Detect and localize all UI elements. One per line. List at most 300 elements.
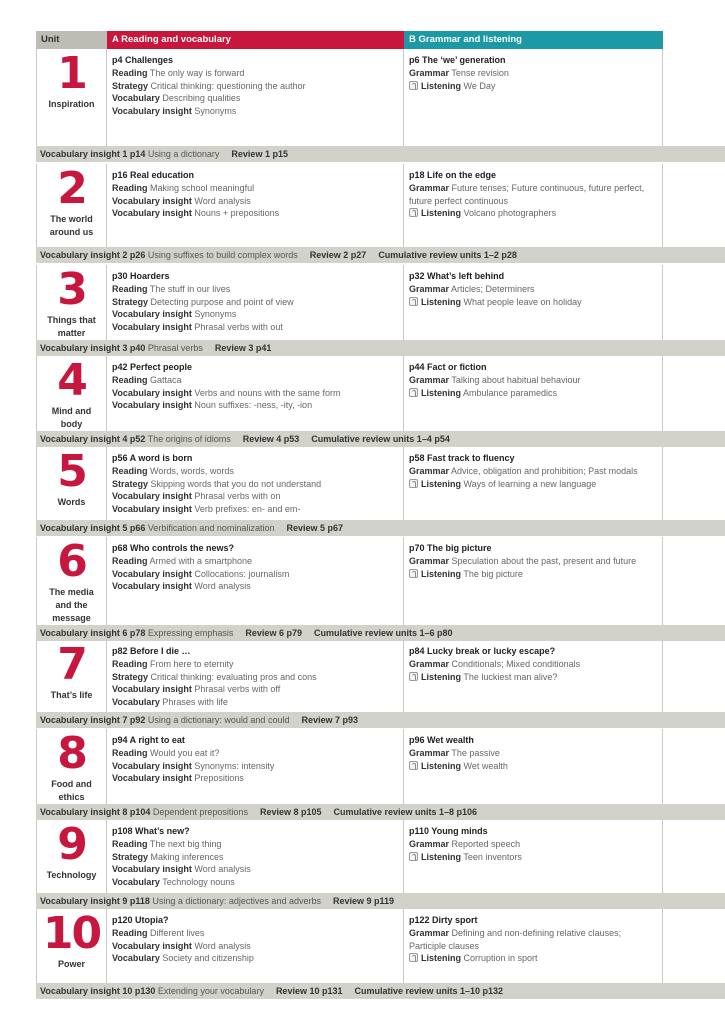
- line-value: Conditionals; Mixed conditionals: [449, 658, 581, 669]
- line-label: Vocabulary insight: [112, 940, 192, 951]
- listening-label: Listening: [421, 387, 461, 398]
- line-label: Reading: [112, 182, 148, 193]
- listening-label: Listening: [421, 568, 461, 579]
- lesson-line: [112, 182, 403, 195]
- reading-vocabulary-cell: [107, 820, 404, 893]
- lesson-line: [409, 182, 658, 208]
- band-label: Cumulative review units 1–10 p132: [354, 986, 504, 996]
- lesson-line: [112, 747, 403, 760]
- lesson-line: [112, 503, 403, 516]
- unit-number: 4: [57, 355, 86, 406]
- line-label: Grammar: [409, 838, 450, 849]
- lesson-line: [112, 580, 403, 593]
- review-band: [36, 146, 725, 162]
- lesson-line: [112, 940, 403, 953]
- line-label: Strategy: [112, 296, 149, 307]
- listening-label: Listening: [421, 80, 461, 91]
- review-band: [36, 893, 725, 909]
- line-value: Critical thinking: questioning the author: [148, 80, 306, 91]
- listening-value: The big picture: [461, 568, 523, 579]
- lesson-title: p44 Fact or fiction: [409, 362, 487, 372]
- grammar-listening-cell: [404, 265, 663, 340]
- lesson-line: [112, 851, 403, 864]
- band-label: Cumulative review units 1–2 p28: [378, 250, 517, 260]
- listening-line: [409, 952, 658, 965]
- audio-icon: [409, 953, 418, 962]
- lesson-line: [112, 207, 403, 220]
- unit-cell: [36, 729, 107, 804]
- grammar-listening-cell: [404, 356, 663, 431]
- line-label: Grammar: [409, 465, 450, 476]
- band-label: Vocabulary insight 3 p40: [40, 343, 146, 353]
- unit-title: Mind and: [51, 406, 92, 416]
- unit-number: 7: [57, 639, 86, 690]
- lesson-line: [112, 465, 403, 478]
- line-label: Grammar: [409, 283, 450, 294]
- grammar-listening-cell: [404, 49, 663, 146]
- lesson-title: p110 Young minds: [409, 826, 488, 836]
- line-value: The next big thing: [147, 838, 222, 849]
- band-topic: Dependent prepositions: [150, 807, 248, 817]
- line-value: From here to eternity: [147, 658, 234, 669]
- lesson-line: [112, 490, 403, 503]
- audio-icon: [409, 81, 418, 90]
- lesson-line: [112, 283, 403, 296]
- line-value: Making inferences: [148, 851, 224, 862]
- band-label: Review 6 p79: [245, 628, 302, 638]
- header-unit: Unit: [36, 31, 107, 49]
- line-value: Gattaca: [147, 374, 182, 385]
- review-band: [36, 625, 725, 641]
- unit-number: 10: [42, 908, 101, 959]
- lesson-title: p58 Fast track to fluency: [409, 453, 515, 463]
- unit-row: [36, 729, 663, 804]
- line-label: Vocabulary insight: [112, 773, 192, 784]
- line-label: Vocabulary insight: [112, 864, 192, 875]
- unit-title: matter: [57, 328, 86, 338]
- review-band: [36, 431, 725, 447]
- line-label: Reading: [112, 374, 148, 385]
- listening-line: [409, 568, 658, 581]
- grammar-listening-cell: [404, 909, 663, 983]
- line-label: Vocabulary insight: [112, 195, 192, 206]
- unit-row: [36, 49, 663, 146]
- unit-title: and the: [55, 600, 88, 610]
- unit-number: 9: [57, 819, 86, 870]
- line-value: Word analysis: [191, 581, 251, 592]
- unit-cell: [36, 537, 107, 625]
- lesson-line: [112, 671, 403, 684]
- band-topic: Phrasal verbs: [145, 343, 203, 353]
- band-topic: Extending your vocabulary: [155, 986, 264, 996]
- line-label: Grammar: [409, 555, 450, 566]
- lesson-line: [112, 296, 403, 309]
- unit-title: message: [52, 613, 91, 623]
- reading-vocabulary-cell: [107, 164, 404, 247]
- reading-vocabulary-cell: [107, 537, 404, 625]
- lesson-title: p70 The big picture: [409, 543, 492, 553]
- header-grammar-listening: B Grammar and listening: [404, 31, 663, 49]
- unit-cell: [36, 820, 107, 893]
- line-label: Grammar: [409, 67, 450, 78]
- line-label: Grammar: [409, 658, 450, 669]
- line-label: Vocabulary: [112, 877, 160, 888]
- lesson-line: [112, 658, 403, 671]
- lesson-line: [112, 399, 403, 412]
- line-label: Reading: [112, 927, 148, 938]
- line-value: Phrasal verbs with on: [191, 491, 281, 502]
- unit-number: 8: [57, 728, 86, 779]
- lesson-line: [112, 952, 403, 965]
- lesson-line: [112, 760, 403, 773]
- grammar-listening-cell: [404, 447, 663, 520]
- audio-icon: [409, 672, 418, 681]
- audio-icon: [409, 569, 418, 578]
- lesson-line: [409, 747, 658, 760]
- line-value: Word analysis: [191, 195, 251, 206]
- band-label: Review 8 p105: [259, 807, 322, 817]
- unit-title: That’s life: [50, 690, 93, 700]
- band-label: Cumulative review units 1–8 p106: [333, 807, 478, 817]
- line-value: Noun suffixes: -ness, -ity, -ion: [191, 400, 313, 411]
- band-label: Vocabulary insight 5 p66: [40, 523, 146, 533]
- band-label: Vocabulary insight 4 p52: [40, 434, 146, 444]
- line-value: Articles; Determiners: [449, 283, 535, 294]
- reading-vocabulary-cell: [107, 447, 404, 520]
- lesson-title: p16 Real education: [112, 170, 195, 180]
- unit-cell: [36, 356, 107, 431]
- grammar-listening-cell: [404, 640, 663, 712]
- review-band: [36, 804, 725, 820]
- lesson-title: p18 Life on the edge: [409, 170, 497, 180]
- line-label: Reading: [112, 747, 148, 758]
- line-label: Vocabulary insight: [112, 106, 192, 117]
- line-value: Society and citizenship: [159, 953, 254, 964]
- line-label: Vocabulary insight: [112, 322, 192, 333]
- band-topic: Using a dictionary: would and could: [145, 715, 290, 725]
- reading-vocabulary-cell: [107, 49, 404, 146]
- line-value: Words, words, words: [147, 465, 234, 476]
- line-value: Nouns + prepositions: [191, 208, 280, 219]
- band-label: Vocabulary insight 10 p130: [40, 986, 156, 996]
- unit-number: 5: [57, 446, 86, 497]
- listening-value: Wet wealth: [461, 760, 508, 771]
- line-value: Would you eat it?: [147, 747, 220, 758]
- line-label: Strategy: [112, 851, 149, 862]
- unit-row: [36, 640, 663, 712]
- lesson-line: [112, 927, 403, 940]
- band-topic: The origins of idioms: [145, 434, 231, 444]
- line-label: Grammar: [409, 747, 450, 758]
- reading-vocabulary-cell: [107, 265, 404, 340]
- line-label: Vocabulary insight: [112, 568, 192, 579]
- band-label: Vocabulary insight 9 p118: [40, 896, 150, 906]
- line-value: Collocations: journalism: [191, 568, 290, 579]
- lesson-line: [409, 927, 658, 953]
- line-label: Reading: [112, 465, 148, 476]
- lesson-line: [112, 838, 403, 851]
- review-band: [36, 247, 725, 263]
- band-label: Vocabulary insight 2 p26: [40, 250, 146, 260]
- line-label: Strategy: [112, 478, 149, 489]
- lesson-title: p96 Wet wealth: [409, 735, 474, 745]
- unit-title: Words: [57, 497, 86, 507]
- lesson-line: [112, 308, 403, 321]
- lesson-line: [112, 92, 403, 105]
- listening-label: Listening: [421, 671, 461, 682]
- line-value: Synonyms: [191, 106, 237, 117]
- unit-title: Inspiration: [48, 99, 95, 109]
- lesson-title: p82 Before I die …: [112, 646, 191, 656]
- unit-cell: [36, 265, 107, 340]
- unit-row: [36, 537, 663, 625]
- band-label: Review 10 p131: [275, 986, 343, 996]
- lesson-line: [112, 863, 403, 876]
- line-value: Word analysis: [191, 864, 251, 875]
- lesson-line: [112, 696, 403, 709]
- reading-vocabulary-cell: [107, 640, 404, 712]
- line-value: Future tenses; Future continuous, future perfect, future perfect continuous: [409, 182, 645, 206]
- audio-icon: [409, 208, 418, 217]
- unit-cell: [36, 164, 107, 247]
- audio-icon: [409, 761, 418, 770]
- band-topic: Using a dictionary: [145, 149, 220, 159]
- unit-row: [36, 820, 663, 893]
- line-value: Different lives: [147, 927, 205, 938]
- band-topic: Using a dictionary: adjectives and adverbs: [149, 896, 321, 906]
- unit-cell: [36, 640, 107, 712]
- unit-number: 3: [57, 264, 86, 315]
- lesson-line: [409, 658, 658, 671]
- line-value: Detecting purpose and point of view: [148, 296, 294, 307]
- lesson-title: p84 Lucky break or lucky escape?: [409, 646, 556, 656]
- lesson-title: p94 A right to eat: [112, 735, 185, 745]
- audio-icon: [409, 388, 418, 397]
- line-label: Grammar: [409, 182, 450, 193]
- grammar-listening-cell: [404, 729, 663, 804]
- review-band: [36, 983, 725, 999]
- listening-label: Listening: [421, 953, 461, 964]
- line-label: Vocabulary insight: [112, 504, 192, 515]
- line-label: Vocabulary: [112, 93, 160, 104]
- band-topic: Verbification and nominalization: [145, 523, 275, 533]
- band-label: Vocabulary insight 8 p104: [40, 807, 151, 817]
- lesson-title: p108 What’s new?: [112, 826, 190, 836]
- listening-label: Listening: [421, 851, 461, 862]
- lesson-line: [112, 876, 403, 889]
- line-value: The only way is forward: [147, 67, 245, 78]
- unit-title: around us: [49, 227, 94, 237]
- line-label: Reading: [112, 658, 148, 669]
- line-value: Phrases with life: [159, 697, 228, 708]
- lesson-line: [409, 374, 658, 387]
- reading-vocabulary-cell: [107, 729, 404, 804]
- band-label: Review 2 p27: [309, 250, 367, 260]
- line-label: Vocabulary insight: [112, 400, 192, 411]
- unit-number: 6: [57, 536, 86, 587]
- listening-label: Listening: [421, 208, 461, 219]
- line-label: Strategy: [112, 671, 149, 682]
- unit-row: [36, 909, 663, 983]
- band-topic: Expressing emphasis: [145, 628, 234, 638]
- lesson-line: [112, 478, 403, 491]
- unit-title: ethics: [58, 792, 85, 802]
- lesson-line: [409, 67, 658, 80]
- lesson-title: p122 Dirty sport: [409, 915, 478, 925]
- line-value: Critical thinking: evaluating pros and cons: [148, 671, 317, 682]
- lesson-line: [409, 283, 658, 296]
- unit-row: [36, 265, 663, 340]
- unit-number: 1: [57, 48, 86, 99]
- line-value: Phrasal verbs with out: [191, 322, 283, 333]
- listening-value: Corruption in sport: [461, 953, 538, 964]
- reading-vocabulary-cell: [107, 909, 404, 983]
- band-label: Review 9 p119: [332, 896, 395, 906]
- unit-row: [36, 356, 663, 431]
- unit-row: [36, 164, 663, 247]
- line-label: Vocabulary insight: [112, 387, 192, 398]
- listening-line: [409, 671, 658, 684]
- listening-value: Volcano photographers: [461, 208, 557, 219]
- band-label: Review 1 p15: [231, 149, 288, 159]
- unit-cell: [36, 909, 107, 983]
- band-label: Review 4 p53: [242, 434, 300, 444]
- line-value: Advice, obligation and prohibition; Past modals: [449, 465, 638, 476]
- lesson-line: [112, 568, 403, 581]
- lesson-line: [112, 374, 403, 387]
- listening-value: What people leave on holiday: [461, 296, 582, 307]
- unit-title: Power: [57, 959, 85, 969]
- grammar-listening-cell: [404, 537, 663, 625]
- lesson-line: [112, 195, 403, 208]
- header-reading-vocabulary: A Reading and vocabulary: [107, 31, 404, 49]
- line-label: Strategy: [112, 80, 149, 91]
- listening-value: The luckiest man alive?: [461, 671, 558, 682]
- unit-title: Food and: [51, 779, 92, 789]
- line-label: Reading: [112, 838, 148, 849]
- lesson-line: [112, 555, 403, 568]
- line-label: Vocabulary insight: [112, 760, 192, 771]
- lesson-title: p56 A word is born: [112, 453, 193, 463]
- review-band: [36, 340, 725, 356]
- unit-title: The world: [50, 214, 93, 224]
- line-label: Vocabulary: [112, 953, 160, 964]
- line-value: Describing qualities: [159, 93, 241, 104]
- band-label: Vocabulary insight 1 p14: [40, 149, 146, 159]
- listening-value: Ways of learning a new language: [461, 478, 597, 489]
- band-label: Review 3 p41: [214, 343, 272, 353]
- grammar-listening-cell: [404, 820, 663, 893]
- unit-cell: [36, 447, 107, 520]
- listening-label: Listening: [421, 478, 461, 489]
- line-label: Vocabulary insight: [112, 309, 192, 320]
- line-value: Speculation about the past, present and future: [449, 555, 637, 566]
- reading-vocabulary-cell: [107, 356, 404, 431]
- unit-title: body: [60, 419, 83, 429]
- audio-icon: [409, 479, 418, 488]
- lesson-title: p120 Utopia?: [112, 915, 169, 925]
- lesson-title: p6 The ‘we’ generation: [409, 55, 506, 65]
- lesson-line: [112, 387, 403, 400]
- line-value: Talking about habitual behaviour: [449, 374, 581, 385]
- line-value: Prepositions: [191, 773, 244, 784]
- line-label: Reading: [112, 67, 148, 78]
- line-label: Vocabulary: [112, 697, 160, 708]
- lesson-line: [112, 67, 403, 80]
- audio-icon: [409, 852, 418, 861]
- lesson-line: [409, 838, 658, 851]
- unit-title: Things that: [47, 315, 96, 325]
- listening-value: We Day: [461, 80, 496, 91]
- band-label: Review 5 p67: [286, 523, 343, 533]
- line-label: Grammar: [409, 927, 450, 938]
- listening-line: [409, 296, 658, 309]
- unit-title: The media: [49, 587, 94, 597]
- line-label: Grammar: [409, 374, 450, 385]
- listening-line: [409, 387, 658, 400]
- line-value: Making school meaningful: [147, 182, 255, 193]
- lesson-title: p32 What’s left behind: [409, 271, 505, 281]
- band-label: Review 7 p93: [301, 715, 358, 725]
- listening-value: Ambulance paramedics: [461, 387, 558, 398]
- lesson-line: [409, 465, 658, 478]
- line-label: Vocabulary insight: [112, 208, 192, 219]
- unit-cell: [36, 49, 107, 146]
- line-value: The stuff in our lives: [147, 283, 231, 294]
- listening-line: [409, 851, 658, 864]
- line-value: Word analysis: [191, 940, 251, 951]
- line-value: Tense revision: [449, 67, 509, 78]
- listening-label: Listening: [421, 296, 461, 307]
- audio-icon: [409, 297, 418, 306]
- band-label: Cumulative review units 1–4 p54: [311, 434, 450, 444]
- band-label: Vocabulary insight 7 p92: [40, 715, 146, 725]
- line-label: Vocabulary insight: [112, 684, 192, 695]
- line-value: Synonyms: [191, 309, 237, 320]
- unit-number: 2: [57, 163, 86, 214]
- band-label: Cumulative review units 1–6 p80: [313, 628, 453, 638]
- line-value: Technology nouns: [159, 877, 235, 888]
- lesson-line: [112, 321, 403, 334]
- line-value: Synonyms: intensity: [191, 760, 275, 771]
- review-band: [36, 712, 725, 728]
- line-value: Verb prefixes: en- and em-: [191, 504, 301, 515]
- lesson-line: [112, 105, 403, 118]
- listening-line: [409, 207, 658, 220]
- lesson-title: p42 Perfect people: [112, 362, 193, 372]
- line-label: Vocabulary insight: [112, 581, 192, 592]
- line-label: Reading: [112, 555, 148, 566]
- listening-line: [409, 760, 658, 773]
- lesson-line: [112, 772, 403, 785]
- line-value: The passive: [449, 747, 500, 758]
- line-value: Defining and non-defining relative clauses; Participle clauses: [409, 927, 622, 951]
- lesson-line: [112, 80, 403, 93]
- line-value: Phrasal verbs with off: [191, 684, 281, 695]
- unit-row: [36, 447, 663, 520]
- lesson-title: p68 Who controls the news?: [112, 543, 235, 553]
- unit-title: Technology: [46, 870, 97, 880]
- lesson-title: p30 Hoarders: [112, 271, 170, 281]
- listening-line: [409, 80, 658, 93]
- band-topic: Using suffixes to build complex words: [145, 250, 298, 260]
- lesson-line: [409, 555, 658, 568]
- line-label: Vocabulary insight: [112, 491, 192, 502]
- line-label: Reading: [112, 283, 148, 294]
- listening-value: Teen inventors: [461, 851, 522, 862]
- review-band: [36, 520, 725, 536]
- lesson-line: [112, 683, 403, 696]
